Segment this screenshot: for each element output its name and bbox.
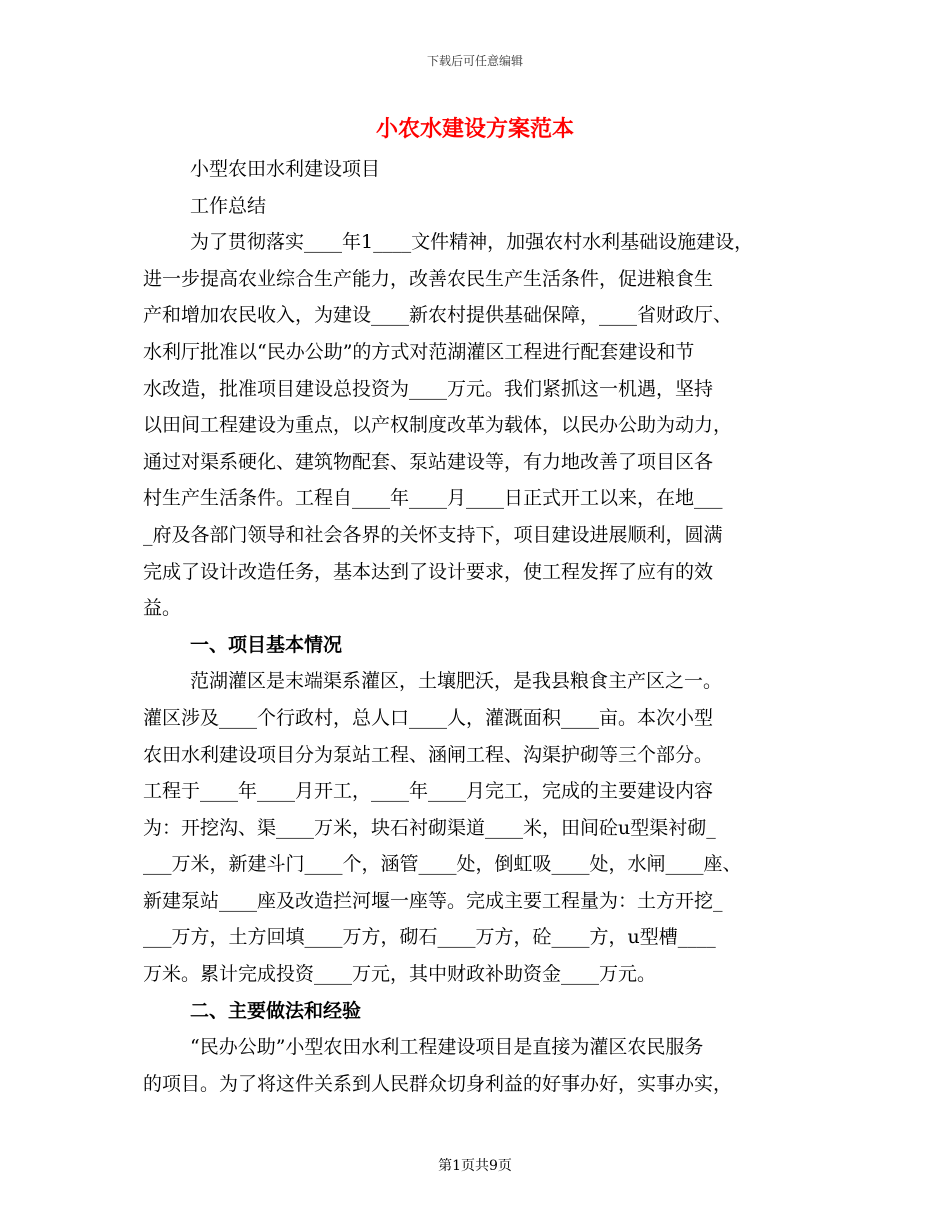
paragraph-line: 万米。累计完成投资____万元，其中财政补助资金____万元。 xyxy=(143,963,657,986)
page-header-note: 下载后可任意编辑 xyxy=(426,54,523,68)
paragraph-line: 新建泵站____座及改造拦河堰一座等。完成主要工程量为：土方开挖_ xyxy=(143,889,723,912)
paragraph-line: 的项目。为了将这件关系到人民群众切身利益的好事办好，实事办实， xyxy=(143,1072,733,1095)
document-title: 小农水建设方案范本 xyxy=(375,116,574,142)
paragraph-line: 水改造，批准项目建设总投资为____万元。我们紧抓这一机遇，坚持 xyxy=(143,377,714,400)
paragraph-line: _府及各部门领导和社会各界的关怀支持下，项目建设进展顺利，圆满 xyxy=(143,523,723,546)
page-number: 第1页共9页 xyxy=(438,1158,512,1174)
document-body xyxy=(143,151,813,1102)
paragraph-line: 灌区涉及____个行政村，总人口____人，灌溉面积____亩。本次小型 xyxy=(143,706,714,729)
paragraph-line: “民办公助”小型农田水利工程建设项目是直接为灌区农民服务 xyxy=(190,1036,704,1059)
paragraph-line: 为：开挖沟、渠____万米，块石衬砌渠道____米，田间砼u型渠衬砌_ xyxy=(143,816,716,839)
paragraph-line: ___万米，新建斗门____个，涵管____处，倒虹吸____处，水闸____座、 xyxy=(143,853,742,876)
paragraph-line: ___万方，土方回填____万方，砌石____万方，砼____方，u型槽____ xyxy=(143,926,716,949)
paragraph-line: 为了贯彻落实____年1____文件精神，加强农村水利基础设施建设， xyxy=(190,231,754,254)
paragraph-line: 以田间工程建设为重点，以产权制度改革为载体，以民办公助为动力， xyxy=(143,414,733,437)
paragraph-line: 范湖灌区是末端渠系灌区，土壤肥沃，是我县粮食主产区之一。 xyxy=(190,670,723,693)
section-heading: 二、主要做法和经验 xyxy=(190,999,362,1022)
paragraph-line: 完成了设计改造任务，基本达到了设计要求，使工程发挥了应有的效 xyxy=(143,560,714,583)
subtitle-line: 工作总结 xyxy=(190,194,267,217)
paragraph-line: 益。 xyxy=(143,597,182,620)
paragraph-line: 村生产生活条件。工程自____年____月____日正式开工以来，在地___ xyxy=(143,487,723,510)
paragraph-line: 进一步提高农业综合生产能力，改善农民生产生活条件，促进粮食生 xyxy=(143,267,714,290)
subtitle-line: 小型农田水利建设项目 xyxy=(190,158,381,180)
paragraph-line: 通过对渠系硬化、建筑物配套、泵站建设等，有力地改善了项目区各 xyxy=(143,450,714,473)
paragraph-line: 水利厅批准以“民办公助”的方式对范湖灌区工程进行配套建设和节 xyxy=(143,340,695,363)
paragraph-line: 工程于____年____月开工，____年____月完工，完成的主要建设内容 xyxy=(143,780,714,803)
paragraph-line: 产和增加农民收入，为建设____新农村提供基础保障，____省财政厅、 xyxy=(143,304,733,327)
paragraph-line: 农田水利建设项目分为泵站工程、涵闸工程、沟渠护砌等三个部分。 xyxy=(143,743,714,766)
section-heading: 一、项目基本情况 xyxy=(190,633,343,656)
